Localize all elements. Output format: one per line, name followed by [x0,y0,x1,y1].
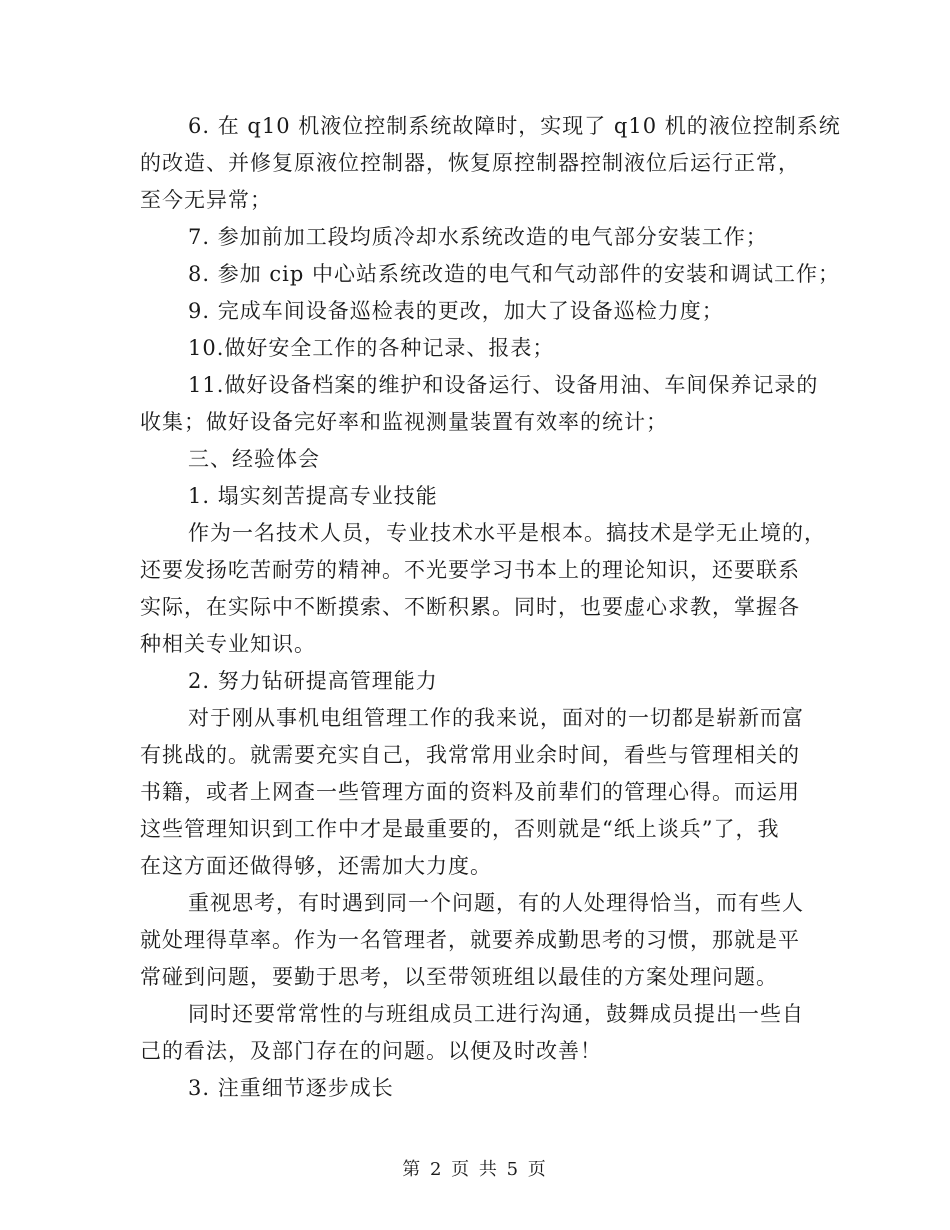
list-item-7: 7. 参加前加工段均质冷却水系统改造的电气部分安装工作； [188,225,768,249]
paragraph-2-line-2: 有挑战的。就需要充实自己，我常常用业余时间，看些与管理相关的 [140,743,800,767]
subheading-2: 2. 努力钻研提高管理能力 [188,669,438,693]
paragraph-3-line-1: 重视思考，有时遇到同一个问题，有的人处理得恰当，而有些人 [188,891,804,915]
paragraph-2-line-1: 对于刚从事机电组管理工作的我来说，面对的一切都是崭新而富 [188,706,804,730]
page-number-footer: 第 2 页 共 5 页 [402,1159,548,1180]
paragraph-2-line-4: 这些管理知识到工作中才是最重要的，否则就是“纸上谈兵”了，我 [140,817,780,841]
list-item-11-line-2: 收集；做好设备完好率和监视测量装置有效率的统计； [140,410,668,434]
paragraph-2-line-3: 书籍，或者上网查一些管理方面的资料及前辈们的管理心得。而运用 [140,780,800,804]
list-item-6-line-3: 至今无异常； [140,188,272,212]
list-item-8: 8. 参加 cip 中心站系统改造的电气和气动部件的安装和调试工作； [188,262,840,286]
paragraph-1-line-4: 种相关专业知识。 [140,632,316,656]
subheading-3: 3. 注重细节逐步成长 [188,1076,394,1100]
paragraph-2-line-5: 在这方面还做得够，还需加大力度。 [140,854,492,878]
paragraph-3-line-2: 就处理得草率。作为一名管理者，就要养成勤思考的习惯，那就是平 [140,928,800,952]
document-body [140,108,841,1107]
paragraph-1-line-1: 作为一名技术人员，专业技术水平是根本。搞技术是学无止境的， [188,521,826,545]
subheading-1: 1. 塌实刻苦提高专业技能 [188,484,438,508]
list-item-6-line-2: 的改造、并修复原液位控制器，恢复原控制器控制液位后运行正常， [140,151,800,175]
paragraph-4-line-2: 己的看法，及部门存在的问题。以便及时改善！ [140,1039,602,1063]
section-heading: 三、经验体会 [188,447,320,471]
paragraph-1-line-3: 实际，在实际中不断摸索、不断积累。同时，也要虚心求教，掌握各 [140,595,800,619]
paragraph-1-line-2: 还要发扬吃苦耐劳的精神。不光要学习书本上的理论知识，还要联系 [140,558,800,582]
paragraph-3-line-3: 常碰到问题，要勤于思考，以至带领班组以最佳的方案处理问题。 [140,965,778,989]
list-item-11-line-1: 11.做好设备档案的维护和设备运行、设备用油、车间保养记录的 [188,373,819,397]
list-item-9: 9. 完成车间设备巡检表的更改，加大了设备巡检力度； [188,299,724,323]
list-item-10: 10.做好安全工作的各种记录、报表； [188,336,555,360]
list-item-6-line-1: 6. 在 q10 机液位控制系统故障时，实现了 q10 机的液位控制系统 [188,114,841,138]
paragraph-4-line-1: 同时还要常常性的与班组成员工进行沟通，鼓舞成员提出一些自 [188,1002,804,1026]
